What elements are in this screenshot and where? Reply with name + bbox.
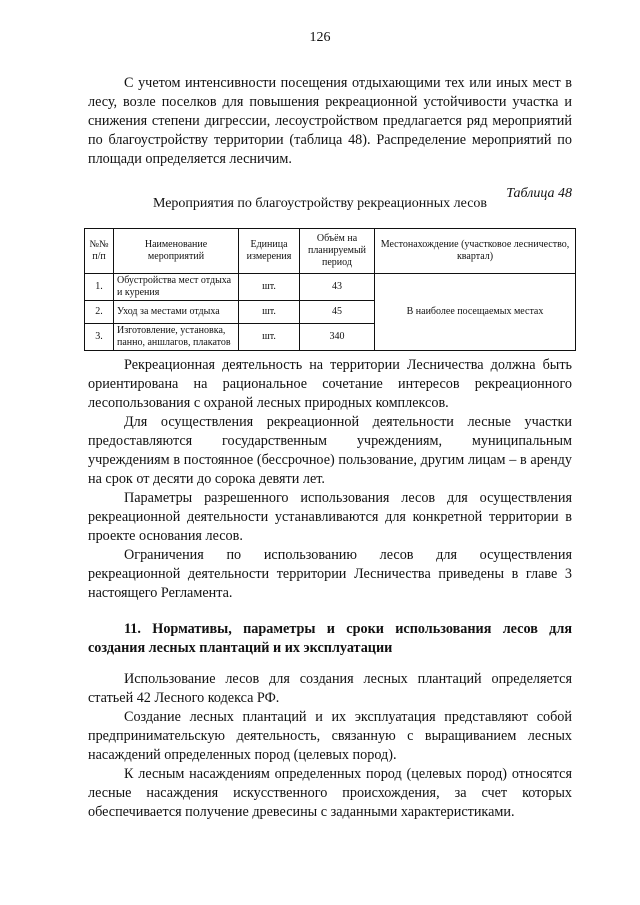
row-location: В наиболее посещаемых местах xyxy=(375,274,576,351)
paragraph: Рекреационная деятельность на территории Лесничества должна быть ориентирована на рациональное сочетание интересов рекреационного лесопользования с охраной лесных природных комплексов. xyxy=(88,357,572,411)
row-unit: шт. xyxy=(239,301,300,324)
table-header-row xyxy=(85,229,576,274)
header-name: Наименование мероприятий xyxy=(114,229,239,274)
row-unit: шт. xyxy=(239,274,300,301)
recreation-block xyxy=(88,356,572,603)
paragraph: Параметры разрешенного использования лесов для осуществления рекреационной деятельности устанавливаются для конкретной территории в проекте основания лесов. xyxy=(88,490,572,544)
plantations-block xyxy=(88,670,572,822)
row-num: 3. xyxy=(85,324,114,351)
row-name: Обустройства мест отдыха и курения xyxy=(114,274,239,301)
intro-paragraph: С учетом интенсивности посещения отдыхающими тех или иных мест в лесу, возле поселков для повышения рекреационной устойчивости участка и снижения степени дигрессии, лесоустройством предлагается ряд мероприятий по благоустройству территории (таблица 48). Распределение мероприятий по площади определяется лесничим. xyxy=(88,75,572,167)
measures-table xyxy=(84,228,576,351)
row-volume: 45 xyxy=(300,301,375,324)
paragraph: Создание лесных плантаций и их эксплуатация представляют собой предпринимательскую деятельность, связанную с выращиванием лесных насаждений определенных пород (целевых пород). xyxy=(88,709,572,763)
header-num: №№ п/п xyxy=(85,229,114,274)
row-num: 1. xyxy=(85,274,114,301)
page-number: 126 xyxy=(309,30,331,45)
row-unit: шт. xyxy=(239,324,300,351)
row-volume: 43 xyxy=(300,274,375,301)
table-row xyxy=(85,274,576,301)
paragraph: К лесным насаждениям определенных пород (целевых пород) относятся лесные насаждения искусственного происхождения, за счет которых обеспечивается получение древесины с заданными характеристиками. xyxy=(88,766,572,820)
paragraph: Для осуществления рекреационной деятельности лесные участки предоставляются государственным учреждениям, муниципальным учреждениям в постоянное (бессрочное) пользование, другим лицам – в аренду на срок от десяти до сорока девяти лет. xyxy=(88,414,572,487)
paragraph: Использование лесов для создания лесных плантаций определяется статьей 42 Лесного кодекса РФ. xyxy=(88,671,572,706)
table-label: Таблица 48 xyxy=(506,186,572,201)
header-volume: Объём на планируемый период xyxy=(300,229,375,274)
intro-block xyxy=(88,74,572,169)
row-num: 2. xyxy=(85,301,114,324)
row-volume: 340 xyxy=(300,324,375,351)
row-name: Изготовление, установка, панно, аншлагов, плакатов xyxy=(114,324,239,351)
row-name: Уход за местами отдыха xyxy=(114,301,239,324)
header-unit: Единица измерения xyxy=(239,229,300,274)
header-location: Местонахождение (участковое лесничество, квартал) xyxy=(375,229,576,274)
section-heading: 11. Нормативы, параметры и сроки использования лесов для создания лесных плантаций и их эксплуатации xyxy=(88,621,572,656)
paragraph: Ограничения по использованию лесов для осуществления рекреационной деятельности территории Лесничества приведены в главе 3 настоящего Регламента. xyxy=(88,547,572,601)
table-title: Мероприятия по благоустройству рекреационных лесов xyxy=(152,196,488,211)
